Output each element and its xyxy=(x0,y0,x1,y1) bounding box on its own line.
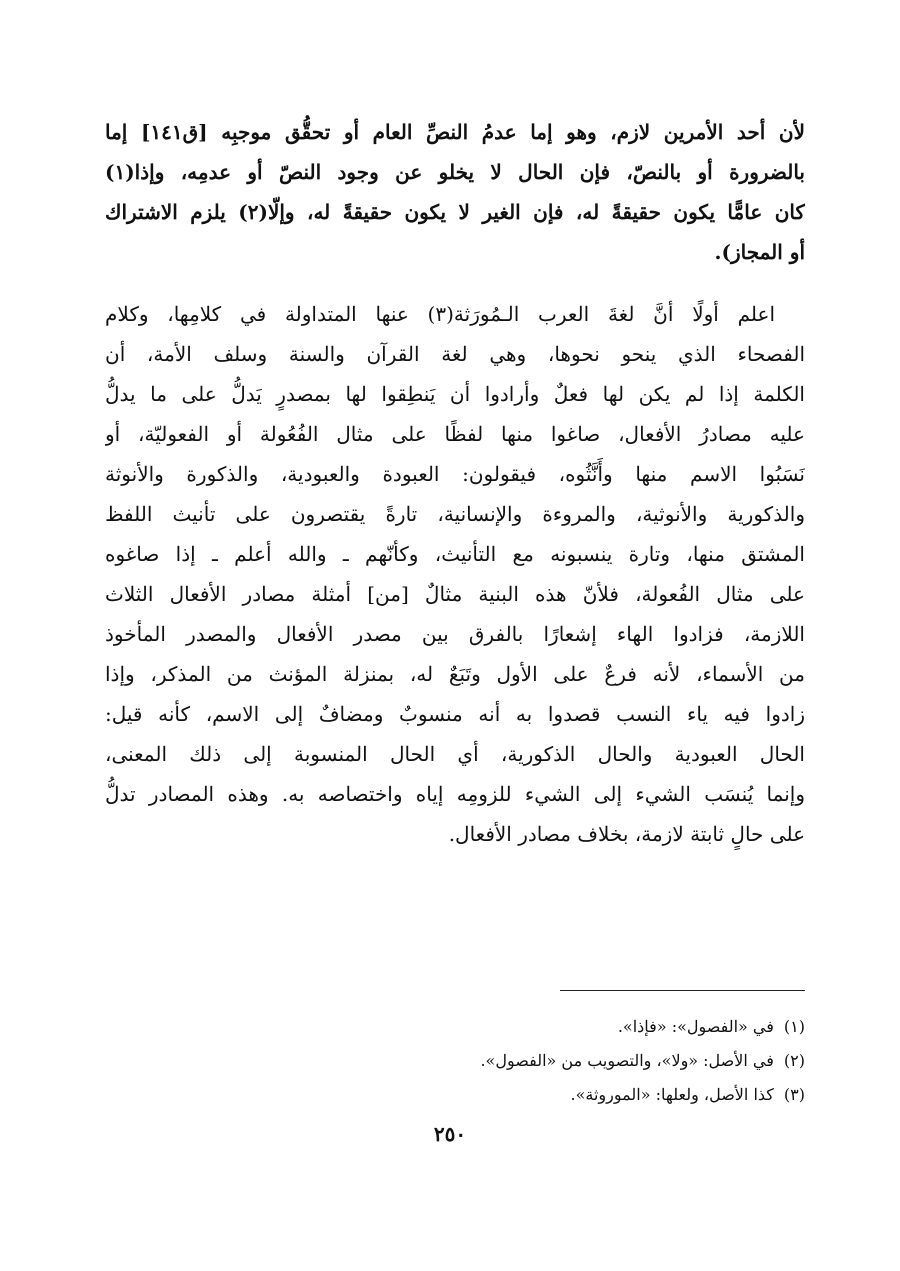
text-line: نَسَبُوا الاسم منها وأَنَّثُوه، فيقولون: العبودة والعبودية، والذكورة والأنوثة xyxy=(105,462,805,486)
footnote-divider xyxy=(560,990,805,991)
text-line: كان عامًّا يكون حقيقةً له، فإن الغير لا يكون حقيقةً له، وإلّا(٢) يلزم الاشتراك xyxy=(105,200,805,224)
footnote-3 xyxy=(205,1078,805,1112)
footnote-text: في «الفصول»: «فإذا». xyxy=(617,1017,774,1036)
footnote-1 xyxy=(205,1010,805,1044)
text-line: اللازمة، فزادوا الهاء إشعارًا بالفرق بين مصدر الأفعال والمصدر المأخوذ xyxy=(105,622,805,646)
text-line: المشتق منها، وتارة ينسبونه مع التأنيث، وكأنّهم ـ والله أعلم ـ إذا صاغوه xyxy=(105,542,805,566)
text-line: بالضرورة أو بالنصّ، فإن الحال لا يخلو عن وجود النصّ أو عدمِه، وإذا(١) xyxy=(105,160,805,184)
text-line: أو المجاز). xyxy=(714,240,805,264)
text-line: الفصحاء الذي ينحو نحوها، وهي لغة القرآن والسنة وسلف الأمة، أن xyxy=(105,342,805,366)
footnote-number: (٣) xyxy=(783,1085,805,1104)
text-line: والذكورية والأنوثية، والمروءة والإنسانية، تارةً يقتصرون على تأنيث اللفظ xyxy=(105,502,805,526)
text-line: اعلم أولًا أنَّ لغةَ العرب الـمُورَثة(٣) عنها المتداولة في كلامِها، وكلام xyxy=(105,302,776,326)
text-line: على حالٍ ثابتة لازمة، بخلاف مصادر الأفعال. xyxy=(448,822,805,846)
text-line: الحال العبودية والحال الذكورية، أي الحال المنسوبة إلى ذلك المعنى، xyxy=(105,742,805,766)
text-line: عليه مصادرُ الأفعال، صاغوا منها لفظًا على مثال الفُعُولة أو الفعوليّة، أو xyxy=(105,422,805,446)
text-line: الكلمة إذا لم يكن لها فعلٌ وأرادوا أن يَنطِقوا لها بمصدرٍ يَدلُّ على ما يدلُّ xyxy=(105,382,805,406)
footnotes xyxy=(205,1010,805,1112)
text-line: من الأسماء، لأنه فرعٌ على الأول وتَبَعٌ له، بمنزلة المؤنث من المذكر، وإذا xyxy=(105,662,805,686)
page-number: ٢٥٠ xyxy=(433,1122,467,1146)
text-line: لأن أحد الأمرين لازم، وهو إما عدمُ النصِّ العام أو تحقُّق موجبِه [ق١٤١] إما xyxy=(105,120,805,144)
footnote-number: (٢) xyxy=(783,1051,805,1070)
body-paragraph xyxy=(105,294,805,854)
text-line: على مثال الفُعولة، فلأنّ هذه البنية مثالٌ [من] أمثلة مصادر الأفعال الثلاث xyxy=(105,582,805,606)
text-line: زادوا فيه ياء النسب قصدوا به أنه منسوبٌ ومضافٌ إلى الاسم، كأنه قيل: xyxy=(105,702,805,726)
quoted-paragraph xyxy=(105,112,805,272)
footnote-text: كذا الأصل، ولعلها: «الموروثة». xyxy=(570,1085,774,1104)
text-line: وإنما يُنسَب الشيء إلى الشيء للزومِه إياه واختصاصه به. وهذه المصادر تدلُّ xyxy=(105,782,805,806)
footnote-2 xyxy=(205,1044,805,1078)
footnote-text: في الأصل: «ولا»، والتصويب من «الفصول». xyxy=(480,1051,774,1070)
footnote-number: (١) xyxy=(783,1017,805,1036)
main-text xyxy=(105,112,805,854)
paragraph-gap xyxy=(105,272,805,294)
